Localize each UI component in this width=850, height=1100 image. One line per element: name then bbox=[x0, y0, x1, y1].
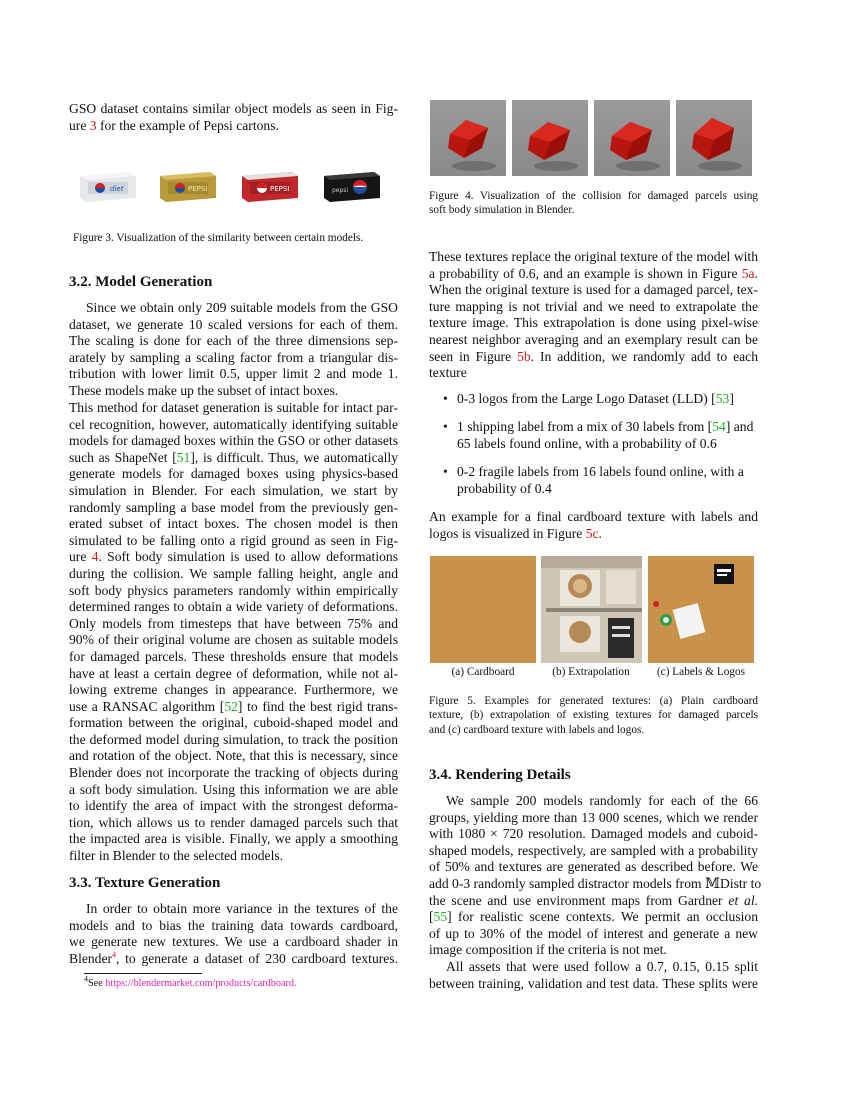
citation-link[interactable]: 55 bbox=[433, 909, 448, 925]
text-line: simulated to be falling onto a rigid ground as seen in Fig- bbox=[69, 532, 398, 548]
text-line: models and to bias the training data towards cardboard, bbox=[69, 917, 398, 933]
text-line: the deformed model during simulation, to track the position bbox=[69, 731, 398, 747]
pepsi-gold-carton bbox=[160, 172, 216, 202]
citation-link[interactable]: 51 bbox=[176, 449, 191, 465]
text-line: use a RANSAC algorithm [52] to find the best rigid trans- bbox=[69, 698, 398, 714]
text-line: probability of 0.4 bbox=[457, 480, 552, 496]
collision-sequence-image bbox=[430, 100, 754, 176]
caption-text: soft body simulation in Blender. bbox=[429, 204, 575, 217]
figure-5 bbox=[430, 556, 754, 663]
section-3-3-paragraph-1 bbox=[69, 901, 398, 967]
labels-logos-texture bbox=[648, 556, 754, 663]
section-3-3-title: 3.3. Texture Generation bbox=[69, 875, 221, 891]
figure-4-caption bbox=[429, 189, 758, 218]
text-line: 0-2 fragile labels from 16 labels found online, with a bbox=[457, 464, 744, 479]
text-line: tion, which allows us to render damaged parcels such that bbox=[69, 814, 398, 830]
svg-text:diet: diet bbox=[110, 185, 124, 193]
footnote-text: See bbox=[88, 978, 106, 989]
subcaption-a: (a) Cardboard bbox=[451, 666, 515, 678]
intro-paragraph bbox=[69, 101, 398, 134]
figure-ref-link[interactable]: 3 bbox=[89, 117, 97, 133]
section-3-4-paragraph-2 bbox=[429, 959, 758, 992]
text-line: have at least a certain degree of deformation, while not al- bbox=[69, 665, 398, 681]
text-line: with 1080 × 720 resolution. Damaged models and cuboid- bbox=[429, 826, 758, 842]
text-line: texture image. This extrapolation is done using pixel-wise bbox=[429, 315, 758, 331]
text-line: of up to 30% of the model of interest and generate a new bbox=[429, 925, 758, 941]
footnote bbox=[84, 974, 297, 989]
texture-paragraph bbox=[429, 249, 758, 382]
svg-text:PEPSI: PEPSI bbox=[270, 185, 290, 193]
text-line: arately by sampling a scaling factor from a triangular dis- bbox=[69, 349, 398, 365]
caption-text: and (c) cardboard texture with labels and logos. bbox=[429, 723, 645, 736]
text-line: groups, yielding more than 13 000 scenes, which we render bbox=[429, 809, 758, 825]
plain-cardboard-texture bbox=[430, 556, 536, 663]
text-line: formation between the original, cuboid-shaped model and bbox=[69, 715, 398, 731]
collision-frame-4 bbox=[676, 100, 752, 176]
bullet-dot: • bbox=[443, 391, 448, 406]
text-line: ure 4. Soft body simulation is used to allow deformations bbox=[69, 549, 398, 565]
text-line: Since we obtain only 209 suitable models from the GSO bbox=[86, 300, 398, 315]
text-line: models for damaged boxes within the GSO or other datasets bbox=[69, 433, 398, 449]
text-line: generate models for damaged boxes using physics-based bbox=[69, 466, 398, 482]
figure-3-caption bbox=[73, 231, 393, 245]
text-line: for damaged parcels. These thresholds ensure that models bbox=[69, 648, 398, 664]
text-line: cel recognition, however, automatically identifying suitable bbox=[69, 416, 398, 432]
text-line: We sample 200 models randomly for each of the 66 bbox=[446, 793, 758, 808]
section-3-4-title: 3.4. Rendering Details bbox=[429, 767, 571, 783]
text-line: a probability of 0.6, and an example is shown in Figure 5a. bbox=[429, 265, 758, 281]
text-line: such as ShapeNet [51], is difficult. Thus, we automatically bbox=[69, 449, 398, 465]
text-line: between training, validation and test data. These splits were bbox=[429, 975, 758, 991]
text-line: dataset, we generate 10 scaled versions for each of them. bbox=[69, 316, 398, 332]
bullet-logos bbox=[443, 391, 757, 408]
text-line: GSO dataset contains similar object models as seen in Fig- bbox=[69, 101, 398, 116]
texture-examples-image bbox=[430, 556, 754, 663]
text-line: add 0-3 randomly sampled distractor models from 𝕄Distr to bbox=[429, 875, 762, 891]
pepsi-cartons-image bbox=[76, 166, 386, 206]
footnote-mark: 4 bbox=[84, 974, 88, 984]
text-line: An example for a final cardboard texture with labels and bbox=[429, 509, 758, 524]
citation-link[interactable]: 53 bbox=[715, 391, 730, 406]
text-line: filter in Blender to the selected models. bbox=[69, 848, 284, 864]
figure-5-caption bbox=[429, 694, 758, 737]
text-line: 65 labels found online, with a probability of 0.6 bbox=[457, 435, 717, 451]
text-line: of 50% and textures are generated as described before. We bbox=[429, 859, 758, 875]
svg-text:pepsi: pepsi bbox=[332, 187, 349, 194]
text-line: we generate new textures. We use a cardboard shader in bbox=[69, 934, 398, 950]
collision-frame-1 bbox=[430, 100, 506, 176]
collision-frame-3 bbox=[594, 100, 670, 176]
text-line: These textures replace the original texture of the model with bbox=[429, 249, 758, 264]
text-line: image composition if the criteria is not met. bbox=[429, 942, 667, 958]
text-line: a soft body simulation. Using this information we are able bbox=[69, 781, 398, 797]
text-line: soft body physics parameters randomly within empirically bbox=[69, 582, 398, 598]
footnote-ref[interactable]: 4 bbox=[112, 950, 117, 960]
bullet-dot: • bbox=[443, 419, 448, 434]
bullet-fragile-labels bbox=[443, 464, 757, 497]
text-line: simulation in Blender. For each simulation, we start by bbox=[69, 482, 398, 498]
text-line: ture mapping is not trivial and we need to extrapolate the bbox=[429, 298, 758, 314]
text-line: When the original texture is used for a damaged parcel, tex- bbox=[429, 282, 758, 298]
caption-text: Figure 5. Examples for generated textures: (a) Plain cardboard bbox=[429, 695, 758, 707]
footnote-url-link[interactable]: https://blendermarket.com/products/cardboard. bbox=[105, 978, 297, 989]
text-line: randomly sampling a base model from the previously gen- bbox=[69, 499, 398, 515]
text-line: tribution with lower limit 0.5, upper limit 2 and mode 1. bbox=[69, 366, 398, 382]
text-line: the scene and use environment maps from Gardner et al. bbox=[429, 892, 759, 908]
collision-frame-2 bbox=[512, 100, 588, 176]
caption-text: texture, (b) extrapolation of existing textures for damaged parcels bbox=[429, 709, 758, 722]
text-line: The scaling is done for each of the three dimensions sep- bbox=[69, 333, 398, 349]
text-line: during the collision. We sample falling height, angle and bbox=[69, 565, 398, 581]
text-line: the impacted area is visible. Finally, we apply a smoothing bbox=[69, 831, 398, 847]
text-line: 90% of their original volume are chosen as suitable models bbox=[69, 632, 398, 648]
text-line: and rotation of the object. Note, that this is necessary, since bbox=[69, 748, 398, 764]
text-line: 1 shipping label from a mix of 30 labels from [54] and bbox=[457, 419, 754, 434]
figure-ref-link[interactable]: 5c bbox=[585, 525, 599, 541]
section-3-2-paragraph-2 bbox=[69, 400, 398, 865]
text-line: Blender does not incorporate the tracking of objects during bbox=[69, 765, 398, 781]
text-line: [55] for realistic scene contexts. We permit an occlusion bbox=[429, 909, 758, 925]
extrapolation-texture bbox=[541, 556, 642, 663]
bullet-shipping-label bbox=[443, 419, 757, 452]
figure-ref-link[interactable]: 4 bbox=[91, 549, 99, 565]
figure-ref-link[interactable]: 5a bbox=[741, 265, 755, 281]
subcaption-c: (c) Labels & Logos bbox=[656, 666, 746, 678]
citation-link[interactable]: 52 bbox=[224, 698, 238, 714]
citation-link[interactable]: 54 bbox=[712, 419, 726, 434]
text-line: texture bbox=[429, 365, 467, 381]
pepsi-red-carton bbox=[242, 172, 298, 202]
text-line: Blender$^4$, to generate a dataset of 230 cardboard textures. bbox=[69, 950, 398, 966]
section-3-4-paragraph-1 bbox=[429, 793, 762, 959]
text-line: to identify the area of impact with the strongest deforma- bbox=[69, 798, 398, 814]
text-line: These models make up the subset of intact boxes. bbox=[69, 382, 339, 398]
subcaption-b: (b) Extrapolation bbox=[552, 666, 630, 678]
svg-text:PEPSI: PEPSI bbox=[188, 185, 208, 193]
text-line: This method for dataset generation is suitable for intact par- bbox=[69, 400, 398, 415]
bullet-dot: • bbox=[443, 464, 448, 479]
text-line: ure 3 for the example of Pepsi cartons. bbox=[69, 117, 279, 133]
text-line: logos is visualized in Figure 5c. bbox=[429, 525, 602, 541]
text-line: seen in Figure 5b. In addition, we randomly add to each bbox=[429, 348, 758, 364]
section-3-2-paragraph-1 bbox=[69, 300, 398, 400]
footnote-rule bbox=[84, 973, 202, 974]
example-paragraph bbox=[429, 509, 758, 542]
text-line: determined ranges to obtain a wide variety of deformations. bbox=[69, 599, 398, 615]
figure-4 bbox=[430, 100, 754, 176]
text-line: shaped models, respectively, are sampled with a probability bbox=[429, 842, 758, 858]
figure-3 bbox=[76, 166, 386, 206]
caption-text: Figure 3. Visualization of the similarity between certain models. bbox=[73, 232, 364, 244]
text-line: erated subset of intact boxes. The chosen model is then bbox=[69, 516, 398, 532]
text-line: lowing extreme changes in appearance. Furthermore, we bbox=[69, 682, 398, 698]
text-line: 0-3 logos from the Large Logo Dataset (LLD) [53] bbox=[457, 391, 734, 406]
text-line: In order to obtain more variance in the textures of the bbox=[86, 901, 398, 916]
section-3-2-title: 3.2. Model Generation bbox=[69, 274, 213, 290]
text-line: Only models from timesteps that have between 75% and bbox=[69, 615, 398, 631]
caption-text: Figure 4. Visualization of the collision for damaged parcels using bbox=[429, 190, 758, 202]
pepsi-diet-carton bbox=[80, 172, 136, 202]
text-line: nearest neighbor averaging and an exemplary result can be bbox=[429, 331, 758, 347]
pepsi-black-carton bbox=[324, 172, 380, 202]
text-line: All assets that were used follow a 0.7, 0.15, 0.15 split bbox=[446, 959, 758, 974]
figure-ref-link[interactable]: 5b bbox=[517, 348, 531, 364]
